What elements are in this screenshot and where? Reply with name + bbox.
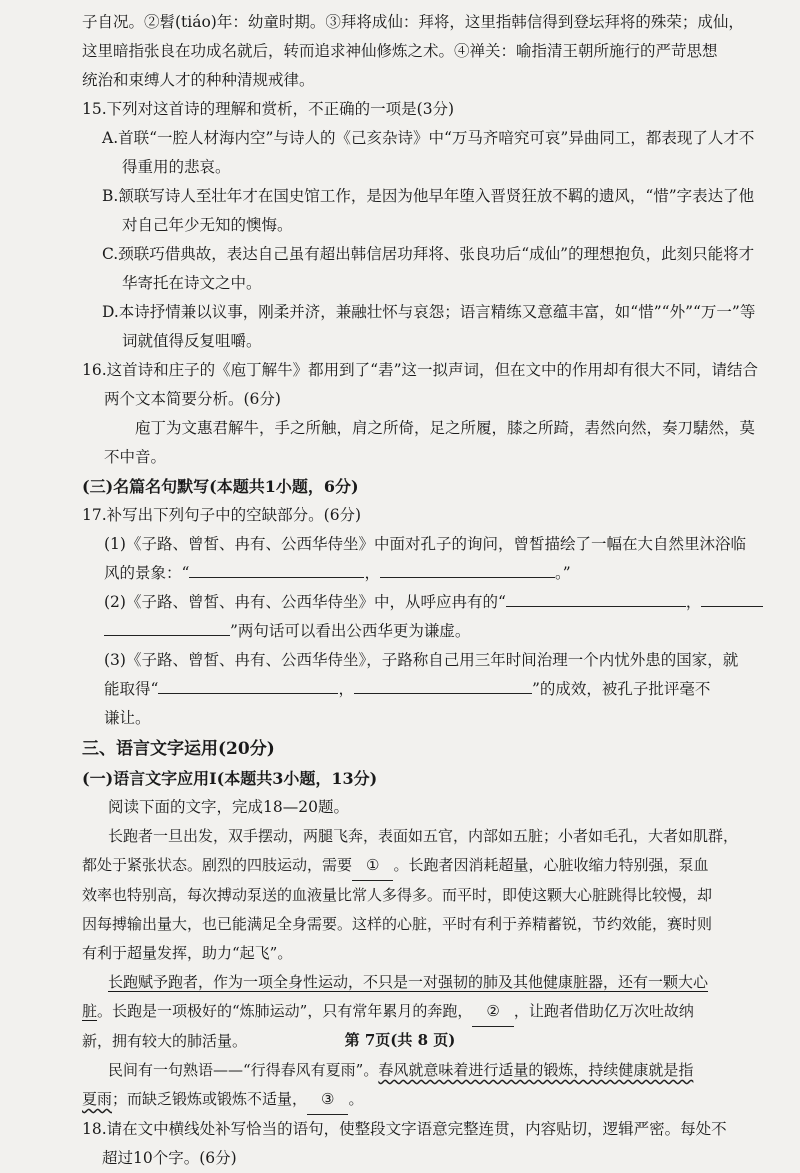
note-line: 统治和束缚人才的种种清规戒律。 [82,71,315,89]
q15-option-a[interactable]: A.首联“一腔人材海内空”与诗人的《己亥杂诗》中“万马齐喑究可哀”异曲同工，都表现了人才不得重用的悲哀。 [102,129,755,176]
q17-2-line1 [104,588,764,617]
answer-blank[interactable] [701,588,763,607]
passage-line: 长跑者一旦出发，双手摆动，两腿飞奔，表面如五官，内部如五脏；小者如毛孔，大者如肌群， [108,827,739,845]
blank-2[interactable]: ② [472,997,513,1027]
subsection-title: (一)语言文字应用Ⅰ(本题共3小题，13分) [82,769,378,788]
closing-quote: 。” [554,564,571,582]
passage-line: 新，拥有较大的肺活量。 [82,1032,248,1050]
q17-1-line2 [104,559,764,588]
passage-line: 因每搏输出量大，也已能满足全身需要。这样的心脏，平时有利于养精蓄锐，节约效能，赛时则 [82,915,713,933]
passage-line: 有利于超量发挥，助力“起飞”。 [82,944,293,962]
underlined-sentence: 长跑赋予跑者，作为一项全身性运动，不只是一对强韧的肺及其他健康脏器，还有一颗大心 [108,973,709,991]
part-3-title: 三、语言文字运用(20分) [82,739,275,759]
reading-passage [82,822,764,1115]
passage-text: 都处于紧张状态。剧烈的四肢运动，需要 [82,856,353,874]
passage-text: 。 [348,1090,364,1108]
answer-blank[interactable] [380,559,555,578]
q17-3-suffix: ”的成效，被孔子批评毫不 [531,680,711,698]
passage-line [82,1056,764,1085]
q17-item-1 [82,530,764,588]
question-16-stem: 16.这首诗和庄子的《庖丁解牛》都用到了“砉”这一拟声词，但在文中的作用却有很大不同，请结合两个文本简要分析。(6分) [82,361,759,408]
answer-blank[interactable] [158,675,338,694]
wavy-underlined-sentence: 春风就意味着进行适量的锻炼，持续健康就是指 [378,1061,694,1079]
answer-blank[interactable] [506,588,686,607]
passage-line [82,851,764,881]
answer-blank[interactable] [354,675,532,694]
separator: ， [364,564,380,582]
q15-option-d[interactable]: D.本诗抒情兼以议事，刚柔并济，兼融壮怀与哀怨；语言精练又意蕴丰富，如“惜”“外”“万一”等词就值得反复咀嚼。 [102,303,756,350]
passage-text: 民间有一句熟语——“行得春风有夏雨”。 [108,1061,379,1079]
answer-blank[interactable] [104,617,230,636]
passage-line [82,1085,764,1115]
q17-3-text: (3)《子路、曾皙、冉有、公西华侍坐》，子路称自己用三年时间治理一个内忧外患的国家，就 [104,651,739,669]
separator: ， [685,593,702,611]
page-number: 第 7页(共 8 页) [344,1031,456,1049]
passage-text: ；而缺乏锻炼或锻炼不适量， [112,1090,308,1108]
q17-item-2 [82,588,764,646]
q17-3-prefix: 能取得“ [104,680,159,698]
q16-quote: 庖丁为文惠君解牛，手之所触，肩之所倚，足之所履，膝之所踦，砉然向然，奏刀騞然，莫不中音。 [104,419,756,466]
question-18-line: 超过10个字。(6分) [102,1149,237,1167]
q17-1-text: (1)《子路、曾皙、冉有、公西华侍坐》中面对孔子的询问，曾皙描绘了一幅在大自然里沐浴临 [104,535,746,553]
answer-blank[interactable] [189,559,364,578]
blank-1[interactable]: ① [352,851,393,881]
q17-2-line2 [104,617,764,646]
passage-line: 效率也特别高，每次搏动泵送的血液量比常人多得多。而平时，即使这颗大心脏跳得比较慢，却 [82,886,713,904]
note-line: 这里暗指张良在功成名就后，转而追求神仙修炼之术。④禅关：喻指清王朝所施行的严苛思想 [82,42,718,60]
q17-2-suffix: ”两句话可以看出公西华更为谦虚。 [230,622,471,640]
passage-line [82,968,764,997]
q15-option-b[interactable]: B.颔联写诗人至壮年才在国史馆工作，是因为他早年堕入晋贤狂放不羁的遗风，“惜”字表达了他对自己年少无知的懊悔。 [102,187,755,234]
underlined-sentence: 脏 [82,1002,98,1020]
q17-item-3 [82,646,764,733]
wavy-underlined-sentence: 夏雨 [82,1090,113,1108]
blank-3[interactable]: ③ [307,1085,348,1115]
question-17-stem: 17.补写出下列句子中的空缺部分。(6分) [82,506,362,524]
section-3-title: (三)名篇名句默写(本题共1小题，6分) [82,477,359,496]
q17-1-prefix: 风的景象：“ [104,564,190,582]
passage-line [82,997,764,1027]
separator: ， [338,680,354,698]
note-line: 子自况。②髫(tiáo)年：幼童时期。③拜将成仙：拜将，这里指韩信得到登坛拜将的殊荣；成仙， [82,13,744,31]
passage-text: 。长跑是一项极好的“炼肺运动”，只有常年累月的奔跑， [97,1002,473,1020]
passage-text: ，让跑者借助亿万次吐故纳 [513,1002,694,1020]
question-15-stem: 15.下列对这首诗的理解和赏析，不正确的一项是(3分) [82,100,455,118]
passage-text: 。长跑者因消耗超量，心脏收缩力特别强，泵血 [393,856,709,874]
q15-option-c[interactable]: C.颈联巧借典故，表达自己虽有超出韩信居功拜将、张良功后“成仙”的理想抱负，此刻只能将才华寄托在诗文之中。 [102,245,755,292]
q17-2-prefix: (2)《子路、曾皙、冉有、公西华侍坐》中，从呼应冉有的“ [104,593,506,611]
q17-3-line2 [104,675,764,704]
question-18-line: 18.请在文中横线处补写恰当的语句，使整段文字语意完整连贯，内容贴切，逻辑严密。每处不 [82,1120,727,1138]
reading-instruction: 阅读下面的文字，完成18—20题。 [108,798,349,816]
q17-3-line3: 谦让。 [104,709,151,727]
